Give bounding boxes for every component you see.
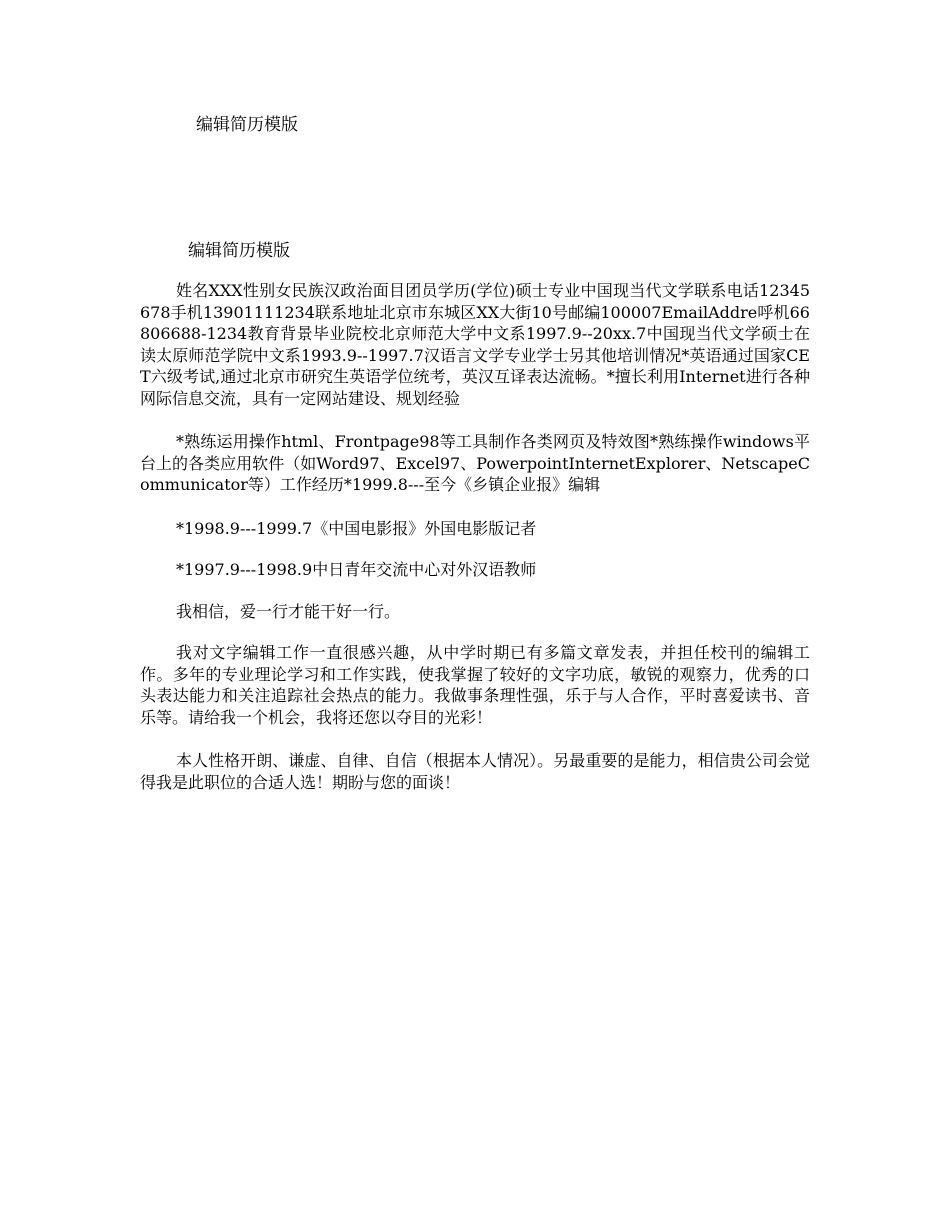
document-title: 编辑简历模版 bbox=[188, 241, 290, 261]
page-header-title: 编辑简历模版 bbox=[196, 115, 298, 135]
document-body bbox=[140, 240, 810, 815]
paragraph-experience-1997: *1997.9---1998.9中日青年交流中心对外汉语教师 bbox=[176, 560, 537, 579]
paragraph-skills-experience: *熟练运用操作html、Frontpage98等工具制作各类网页及特效图*熟练操作windows平台上的各类应用软件（如Word97、Excel97、PowerpointInternetExplorer、NetscapeCommunicator等）工作经历*1999.8---至今《乡镇企业报》编辑 bbox=[140, 432, 810, 494]
paragraph-closing: 本人性格开朗、谦虚、自律、自信（根据本人情况）。另最重要的是能力，相信贵公司会觉得我是此职位的合适人选！期盼与您的面谈！ bbox=[140, 751, 810, 792]
paragraph-self-introduction: 我对文字编辑工作一直很感兴趣，从中学时期已有多篇文章发表，并担任校刊的编辑工作。多年的专业理论学习和工作实践，使我掌握了较好的文字功底，敏锐的观察力，优秀的口头表达能力和关注追踪社会热点的能力。我做事条理性强，乐于与人合作，平时喜爱读书、音乐等。请给我一个机会，我将还您以夺目的光彩！ bbox=[140, 643, 810, 727]
paragraph-experience-1998: *1998.9---1999.7《中国电影报》外国电影版记者 bbox=[176, 518, 537, 538]
paragraph-personal-info: 姓名XXX性别女民族汉政治面目团员学历(学位)硕士专业中国现当代文学联系电话12345678手机13901111234联系地址北京市东城区XX大街10号邮编100007EmailAddre呼机66806688-1234教育背景毕业院校北京师范大学中文系1997.9--20xx.7中国现当代文学硕士在读太原师范学院中文系1993.9--1997.7汉语言文学专业学士另其他培训情况*英语通过国家CET六级考试,通过北京市研究生英语学位统考，英汉互译表达流畅。*擅长利用Internet进行各种网际信息交流，具有一定网站建设、规划经验 bbox=[140, 281, 810, 408]
paragraph-belief: 我相信，爱一行才能干好一行。 bbox=[176, 601, 401, 621]
